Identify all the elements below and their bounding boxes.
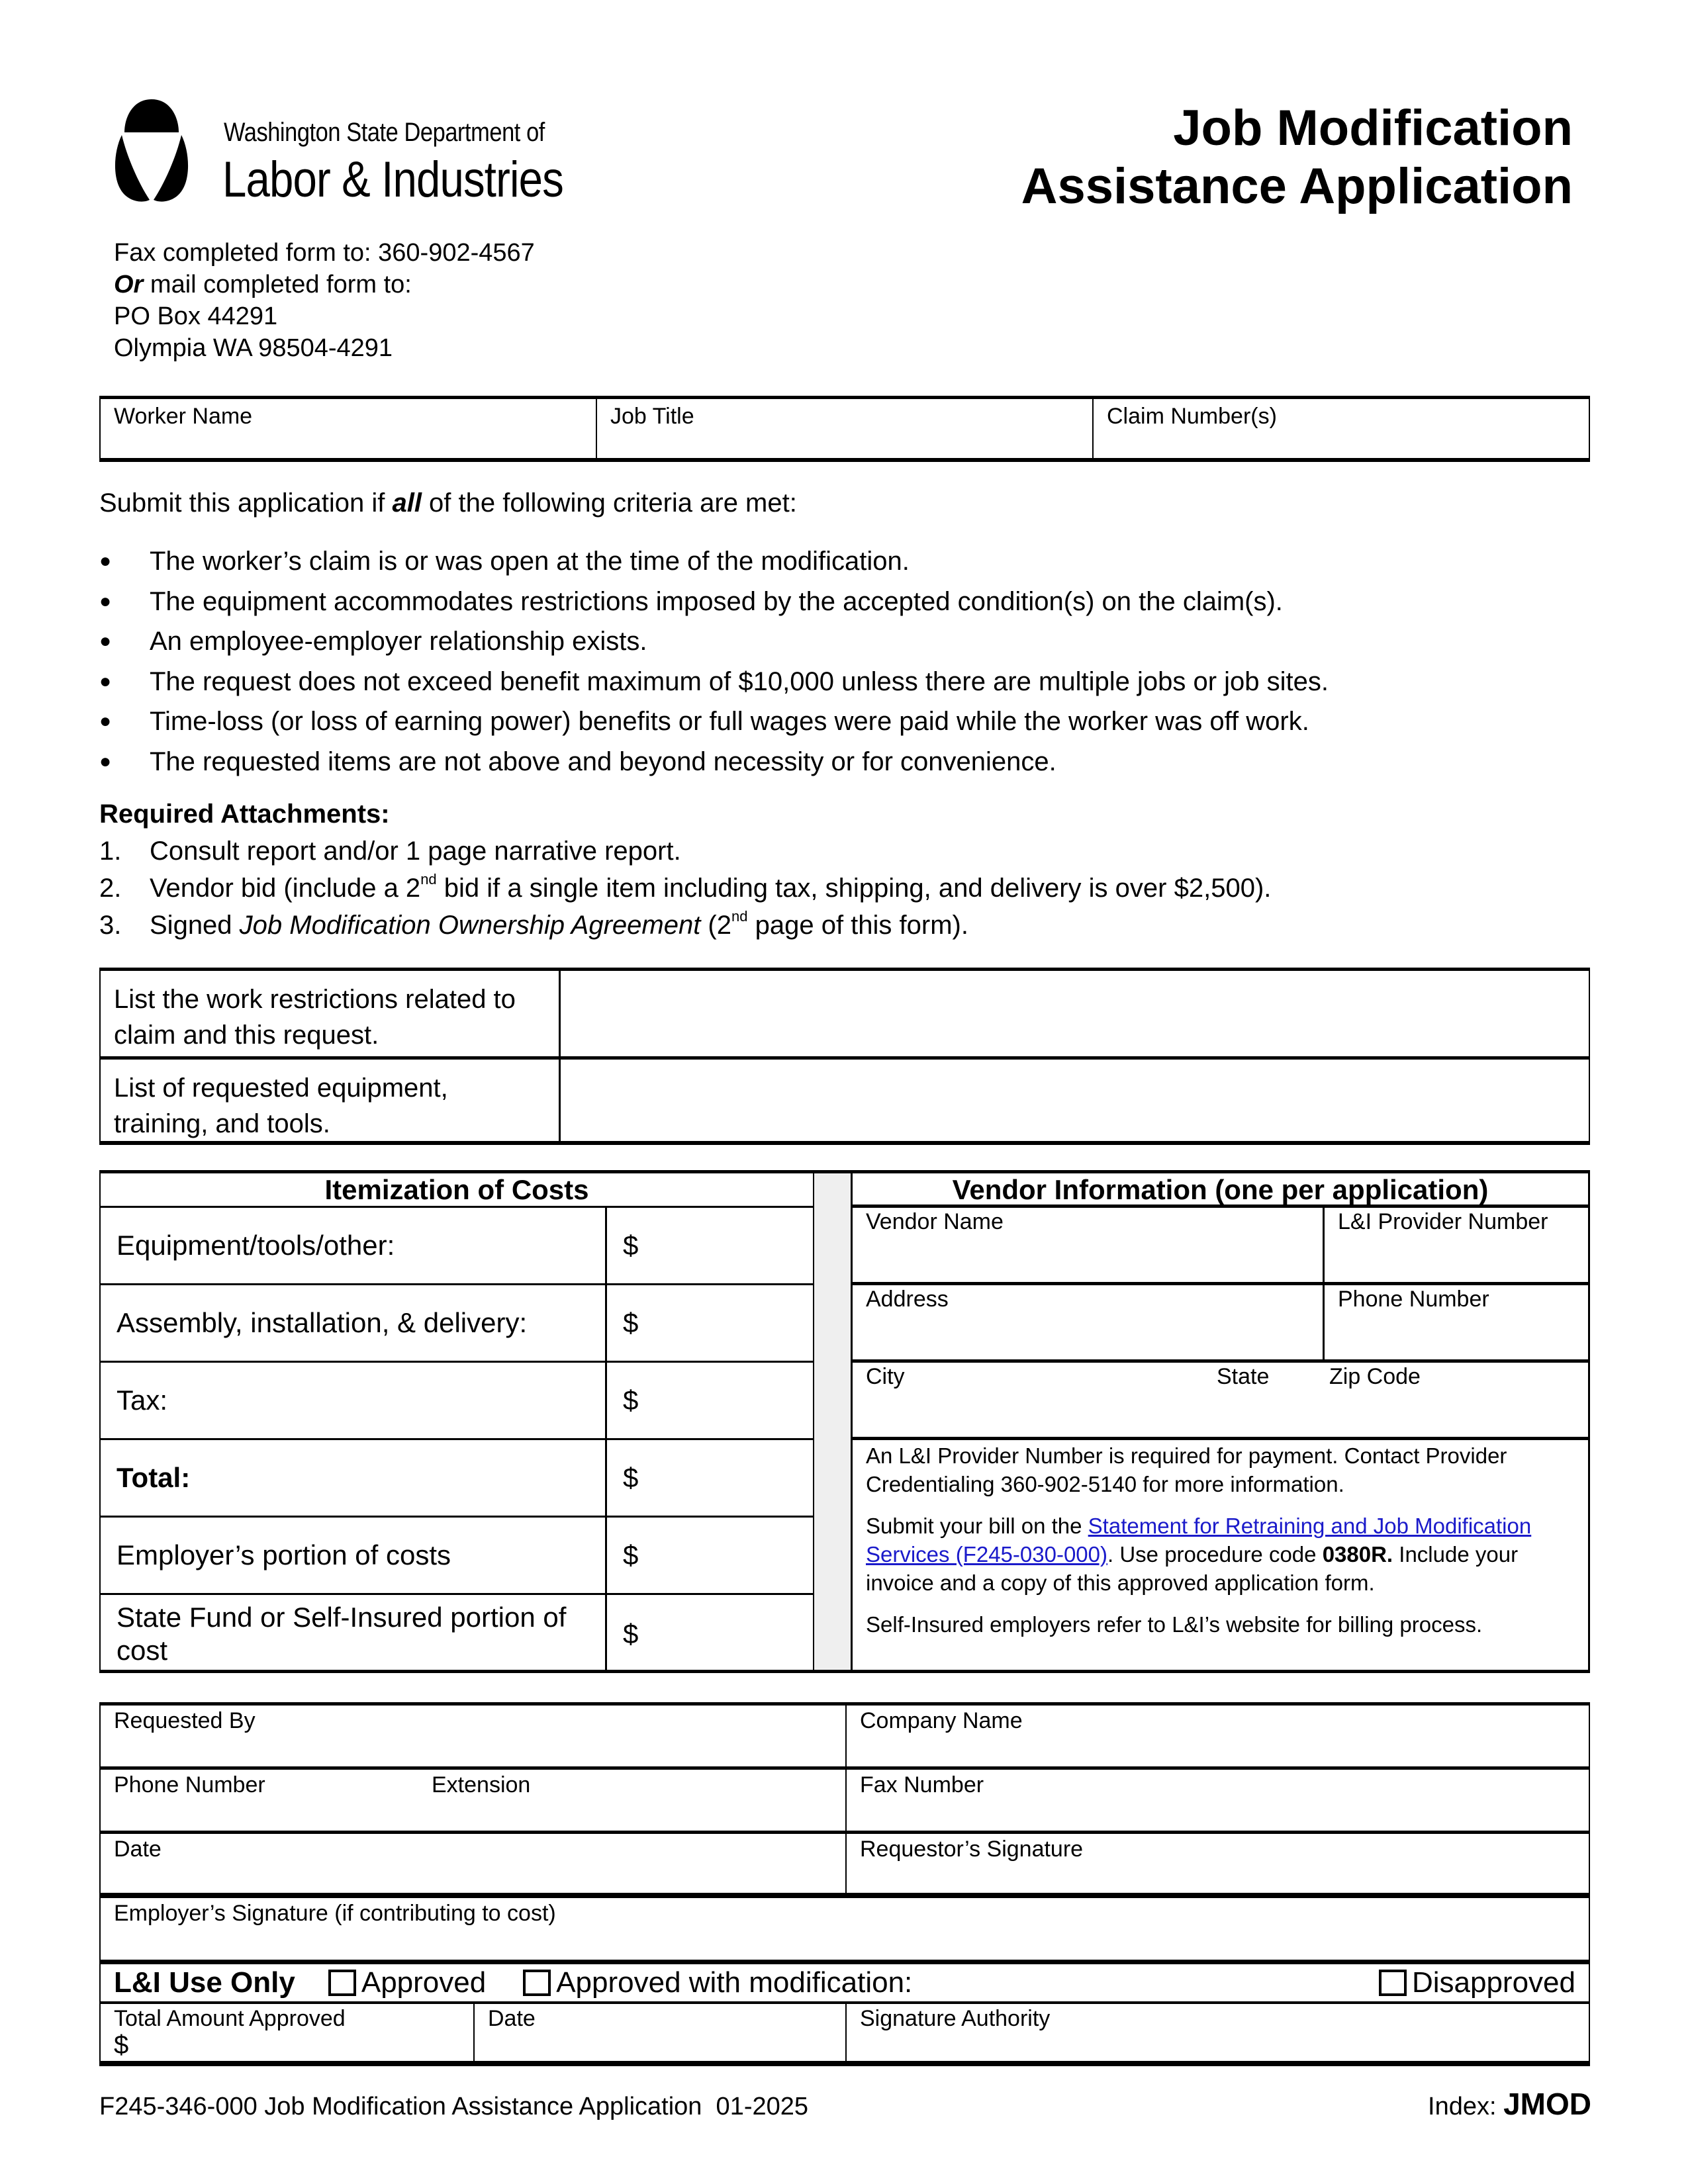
list-item: ● The worker’s claim is or was open at the time of the modification.: [99, 541, 1329, 582]
vendor-city-field[interactable]: City: [866, 1364, 905, 1389]
work-restrictions-label: List the work restrictions related to claim and this request.: [101, 971, 561, 1056]
vendor-heading: Vendor Information (one per application): [853, 1173, 1588, 1208]
form-id: F245-346-000 Job Modification Assistance Application 01-2025: [99, 2093, 809, 2120]
lni-logo-icon: [113, 98, 191, 204]
bullet-icon: ●: [99, 750, 112, 772]
requested-by-field[interactable]: Requested By: [114, 1708, 256, 1733]
vendor-notes: [853, 1441, 1588, 1639]
bullet-icon: ●: [99, 630, 112, 652]
job-title-field[interactable]: Job Title: [596, 399, 1092, 458]
employer-signature-field[interactable]: Employer’s Signature (if contributing to cost): [101, 1898, 1589, 1964]
list-item: ● Time-loss (or loss of earning power) benefits or full wages were paid while the worker was off work.: [99, 702, 1329, 742]
extension-field[interactable]: Extension: [432, 1772, 531, 1797]
table-row: [101, 1706, 1589, 1770]
total-label: Total:: [101, 1440, 607, 1516]
statement-form-link[interactable]: Statement for Retraining and Job Modification Services (F245-030-000): [866, 1514, 1532, 1567]
tax-label: Tax:: [101, 1363, 607, 1438]
total-field[interactable]: $: [623, 1462, 639, 1493]
approved-with-modification-option[interactable]: Approved with modification:: [523, 1966, 912, 1999]
table-row: [853, 1363, 1588, 1440]
agency-name-line2: Labor & Industries: [222, 152, 563, 208]
table-row: [101, 1208, 813, 1285]
requested-equipment-field[interactable]: [561, 1060, 1589, 1142]
self-insured-note: Self-Insured employers refer to L&I’s website for billing process.: [866, 1612, 1483, 1637]
list-item: ● An employee-employer relationship exists.: [99, 621, 1329, 662]
criteria-intro: Submit this application if all of the following criteria are met:: [99, 488, 797, 518]
city-line: Olympia WA 98504-4291: [114, 334, 393, 362]
bullet-icon: ●: [99, 590, 112, 612]
provider-number-field[interactable]: L&I Provider Number: [1323, 1208, 1588, 1282]
vendor-address-field[interactable]: Address: [866, 1287, 949, 1312]
list-item: ● The request does not exceed benefit maximum of $10,000 unless there are multiple jobs or job sites.: [99, 662, 1329, 702]
worker-name-field[interactable]: Worker Name: [114, 404, 253, 429]
table-row: [101, 1285, 813, 1363]
disapproved-option[interactable]: Disapproved: [1379, 1966, 1575, 1999]
fax-line: Fax completed form to: 360-902-4567: [114, 239, 535, 267]
title-line1: Job Modification: [1173, 100, 1573, 156]
li-use-only-row: [101, 1964, 1589, 2004]
table-row: [101, 1834, 1589, 1898]
worker-info-table: [99, 396, 1590, 462]
table-row: [101, 2004, 1589, 2065]
work-restrictions-field[interactable]: [561, 971, 1589, 1056]
assembly-cost-field[interactable]: $: [623, 1307, 639, 1338]
vendor-state-field[interactable]: State: [1217, 1364, 1270, 1389]
form-index: Index: JMOD: [1428, 2087, 1591, 2121]
requestor-table: [99, 1702, 1590, 2066]
table-row: [101, 1440, 813, 1518]
fax-number-field[interactable]: Fax Number: [845, 1770, 1589, 1831]
list-item: ● The equipment accommodates restrictions imposed by the accepted condition(s) on the claim(s).: [99, 582, 1329, 622]
list-item: 1. Consult report and/or 1 page narrative report.: [99, 837, 681, 866]
vendor-phone-field[interactable]: Phone Number: [1323, 1285, 1588, 1359]
itemization-heading: Itemization of Costs: [101, 1173, 813, 1208]
requested-equipment-label: List of requested equipment, training, and tools.: [101, 1060, 561, 1142]
table-row: [101, 1770, 1589, 1834]
table-row: [853, 1208, 1588, 1285]
agency-name-line1: Washington State Department of: [224, 118, 545, 147]
required-attachments-heading: Required Attachments:: [99, 799, 390, 829]
title-line2: Assistance Application: [1021, 158, 1573, 214]
total-amount-approved-field[interactable]: Total Amount Approved $: [114, 2006, 346, 2060]
list-item: 2. Vendor bid (include a 2nd bid if a single item including tax, shipping, and delivery is over $2,500).: [99, 871, 1272, 903]
page-title: [1021, 99, 1573, 216]
request-date-field[interactable]: Date: [114, 1837, 162, 1862]
approval-date-field[interactable]: Date: [473, 2004, 845, 2061]
state-fund-portion-field[interactable]: $: [623, 1617, 639, 1649]
criteria-list: [99, 541, 1329, 782]
equipment-cost-field[interactable]: $: [623, 1230, 639, 1261]
tax-field[interactable]: $: [623, 1385, 639, 1416]
po-box: PO Box 44291: [114, 302, 278, 330]
provider-number-note: An L&I Provider Number is required for payment. Contact Provider Credentialing 360-902-5140 for more information.: [866, 1443, 1507, 1496]
requestor-signature-field[interactable]: Requestor’s Signature: [845, 1834, 1589, 1893]
attachments-list: [99, 833, 1271, 944]
disapproved-checkbox[interactable]: [1379, 1970, 1407, 1996]
table-row: [101, 1518, 813, 1595]
assembly-cost-label: Assembly, installation, & delivery:: [101, 1285, 607, 1361]
or-word: Or: [114, 271, 144, 298]
itemization-table: [99, 1170, 814, 1673]
employer-portion-field[interactable]: $: [623, 1539, 639, 1570]
table-row: [101, 971, 1589, 1056]
claim-numbers-field[interactable]: Claim Number(s): [1092, 399, 1589, 458]
approved-with-modification-checkbox[interactable]: [523, 1970, 551, 1996]
vendor-name-field[interactable]: Vendor Name: [866, 1209, 1004, 1234]
approved-option[interactable]: Approved: [328, 1966, 486, 1999]
table-row: [101, 1363, 813, 1440]
employer-portion-label: Employer’s portion of costs: [101, 1518, 607, 1593]
vendor-info-table: [851, 1170, 1590, 1673]
bullet-icon: ●: [99, 550, 112, 572]
signature-authority-field[interactable]: Signature Authority: [845, 2004, 1589, 2061]
table-row: [101, 1595, 813, 1672]
li-use-only-label: L&I Use Only: [114, 1966, 295, 1999]
table-row: [853, 1285, 1588, 1363]
agency-logo: [113, 98, 589, 210]
procedure-code: 0380R.: [1322, 1542, 1393, 1567]
table-gutter: [814, 1170, 851, 1673]
bullet-icon: ●: [99, 670, 112, 692]
list-item: ● The requested items are not above and beyond necessity or for convenience.: [99, 742, 1329, 782]
mailing-instructions: [114, 237, 535, 364]
phone-number-field[interactable]: Phone Number: [114, 1772, 265, 1797]
restrictions-table: [99, 968, 1590, 1145]
vendor-zip-field[interactable]: Zip Code: [1329, 1364, 1421, 1389]
mail-line: Or mail completed form to:: [114, 271, 412, 298]
billing-note: Submit your bill on the Statement for Retraining and Job Modification Services (F245-030-000). Use procedure code 0380R. Include your invoice and a copy of this approved application form.: [866, 1514, 1532, 1595]
state-fund-portion-label: State Fund or Self-Insured portion of cost: [101, 1595, 607, 1672]
approved-checkbox[interactable]: [328, 1970, 356, 1996]
equipment-cost-label: Equipment/tools/other:: [101, 1208, 607, 1283]
table-row: [101, 1056, 1589, 1142]
list-item: 3. Signed Job Modification Ownership Agreement (2nd page of this form).: [99, 908, 968, 940]
bullet-icon: ●: [99, 710, 112, 732]
company-name-field[interactable]: Company Name: [845, 1706, 1589, 1766]
